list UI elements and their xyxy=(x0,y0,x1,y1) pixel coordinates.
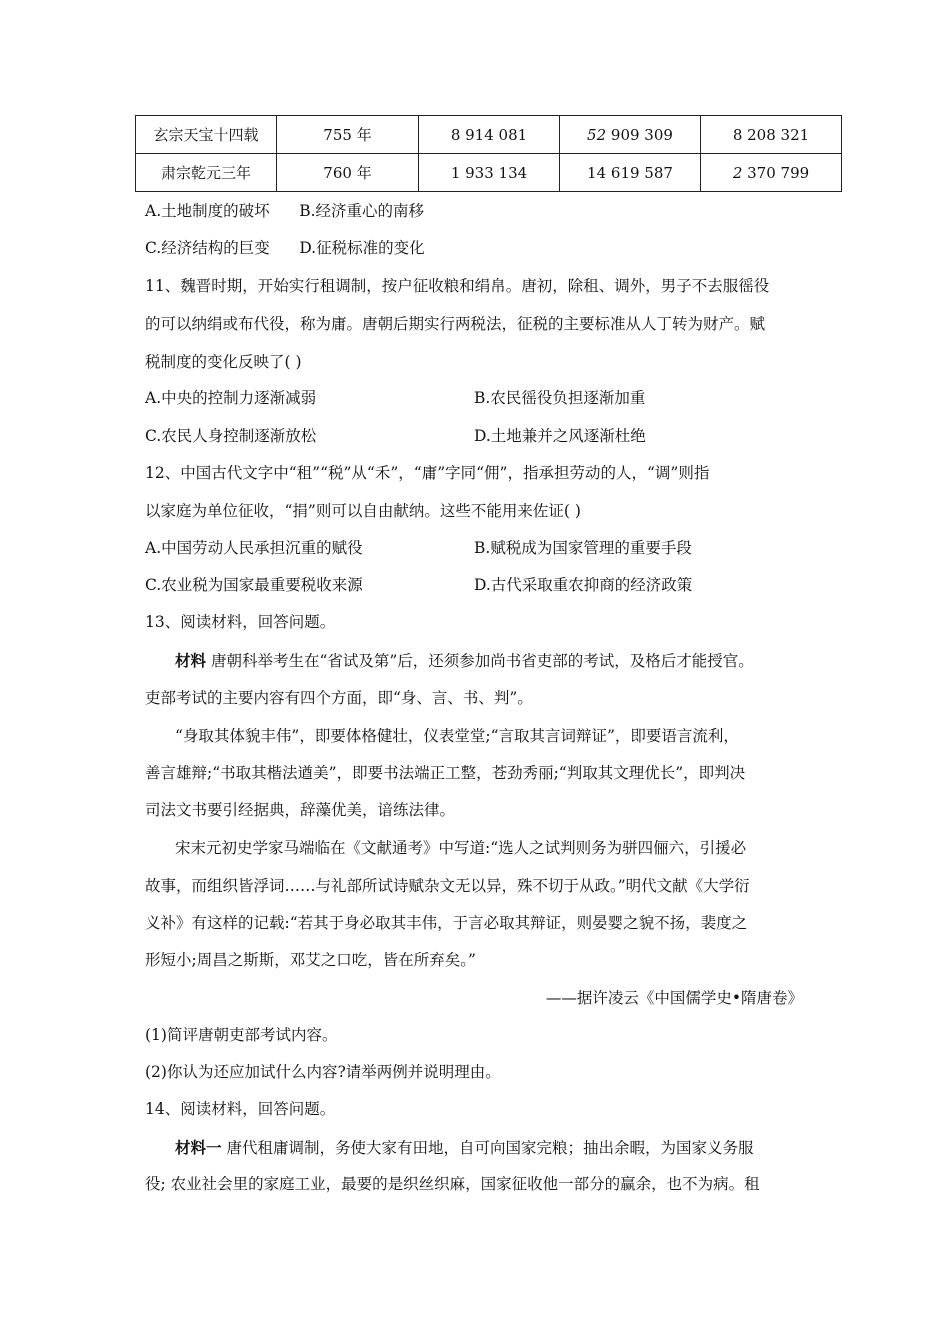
q12-option-d: D.古代采取重农抑商的经济政策 xyxy=(474,576,693,594)
q13-material-line2: 吏部考试的主要内容有四个方面，即“身、言、书、判”。 xyxy=(145,689,533,707)
q13-p2-line3: 司法文书要引经据典，辞藻优美，谙练法律。 xyxy=(145,801,456,819)
q13-material-line1 xyxy=(175,651,754,671)
table-cell xyxy=(701,116,842,154)
option-c: C.经济结构的巨变 xyxy=(145,239,270,257)
table-cell xyxy=(560,154,701,192)
table-cell: 755 年 xyxy=(277,116,419,154)
q11-stem-line3: 税制度的变化反映了( ) xyxy=(145,353,302,371)
material-label: 材料一 xyxy=(175,1138,222,1157)
q13-sub2: (2)你认为还应加试什么内容?请举两例并说明理由。 xyxy=(145,1063,501,1081)
material-text: 唐朝科举考生在“省试及第”后，还须参加尚书省吏部的考试，及格后才能授官。 xyxy=(206,652,754,670)
table-cell xyxy=(560,116,701,154)
q13-p3-line2: 故事，而组织皆浮词……与礼部所试诗赋杂文无以异，殊不切于从政。”明代文献《大学衍 xyxy=(145,877,750,895)
q13-sub1: (1)简评唐朝吏部考试内容。 xyxy=(145,1026,338,1044)
q13-source: ——据许凌云《中国儒学史•隋唐卷》 xyxy=(545,989,803,1007)
table-cell-text: 14 619 587 xyxy=(587,163,673,182)
table-cell-italic: 52 xyxy=(587,125,607,144)
table-cell: 肃宗乾元三年 xyxy=(136,154,277,192)
table-cell: 玄宗天宝十四载 xyxy=(136,116,277,154)
q11-option-d: D.土地兼并之风逐渐杜绝 xyxy=(474,427,646,445)
q11-option-c: C.农民人身控制逐渐放松 xyxy=(145,427,317,445)
q12-option-b: B.赋税成为国家管理的重要手段 xyxy=(474,539,692,557)
q10-options-row2 xyxy=(145,238,425,258)
table-row xyxy=(136,116,842,154)
material-text: 唐代租庸调制，务使大家有田地，自可向国家完粮；抽出余暇，为国家义务服 xyxy=(221,1139,754,1157)
q11-option-a: A.中央的控制力逐渐减弱 xyxy=(145,389,317,407)
option-b: B.经济重心的南移 xyxy=(299,202,425,220)
option-d: D.征税标准的变化 xyxy=(299,239,425,257)
q11-option-b: B.农民徭役负担逐渐加重 xyxy=(474,389,646,407)
q14-material-line1 xyxy=(175,1138,753,1158)
option-a: A.土地制度的破坏 xyxy=(145,202,270,220)
q13-p2-line1: “身取其体貌丰伟”，即要体格健壮，仪表堂堂;“言取其言词辩证”，即要语言流利， xyxy=(175,727,739,745)
q12-stem-line1: 12、中国古代文字中“租”“税”从“禾”，“庸”字同“佣”，指承担劳动的人，“调”则指 xyxy=(145,464,710,482)
table-cell: 1 933 134 xyxy=(419,154,560,192)
q11-stem-line2: 的可以纳绢或布代役，称为庸。唐朝后期实行两税法，征税的主要标准从人丁转为财产。赋 xyxy=(145,315,766,333)
q11-stem-line1: 11、魏晋时期，开始实行租调制，按户征收粮和绢帛。唐初，除租、调外，男子不去服徭役 xyxy=(145,277,770,295)
q12-option-a: A.中国劳动人民承担沉重的赋役 xyxy=(145,539,363,557)
q13-p3-line1: 宋末元初史学家马端临在《文献通考》中写道:“选人之试判则务为骈四俪六，引援必 xyxy=(175,839,747,857)
table-cell: 760 年 xyxy=(277,154,419,192)
q10-options-row1 xyxy=(145,201,424,221)
table-cell-text: 8 208 321 xyxy=(732,125,810,144)
q13-p3-line3: 义补》有这样的记载:“若其于身必取其丰伟，于言必取其辩证，则晏婴之貌不扬，裴度之 xyxy=(145,914,748,932)
table-cell-text: 909 309 xyxy=(606,125,673,144)
q14-title: 14、阅读材料，回答问题。 xyxy=(145,1100,336,1118)
q13-title: 13、阅读材料，回答问题。 xyxy=(145,613,336,631)
table-cell-italic: 2 xyxy=(732,163,743,182)
q13-p2-line2: 善言雄辩;“书取其楷法遒美”，即要书法端正工整，苍劲秀丽;“判取其文理优长”，即判决 xyxy=(145,764,746,782)
q12-option-c: C.农业税为国家最重要税收来源 xyxy=(145,576,363,594)
table-cell xyxy=(701,154,842,192)
population-table xyxy=(135,115,842,192)
table-cell: 8 914 081 xyxy=(419,116,560,154)
table-row xyxy=(136,154,842,192)
material-label: 材料 xyxy=(175,651,207,670)
q14-material-line2: 役; 农业社会里的家庭工业，最要的是织丝织麻，国家征收他一部分的赢余，也不为病。租 xyxy=(145,1175,760,1193)
table-cell-text: 370 799 xyxy=(742,163,810,182)
q12-stem-line2: 以家庭为单位征收，“捐”则可以自由献纳。这些不能用来佐证( ) xyxy=(145,502,581,520)
q13-p3-line4: 形短小;周昌之斯斯，邓艾之口吃，皆在所弃矣。” xyxy=(145,951,476,969)
